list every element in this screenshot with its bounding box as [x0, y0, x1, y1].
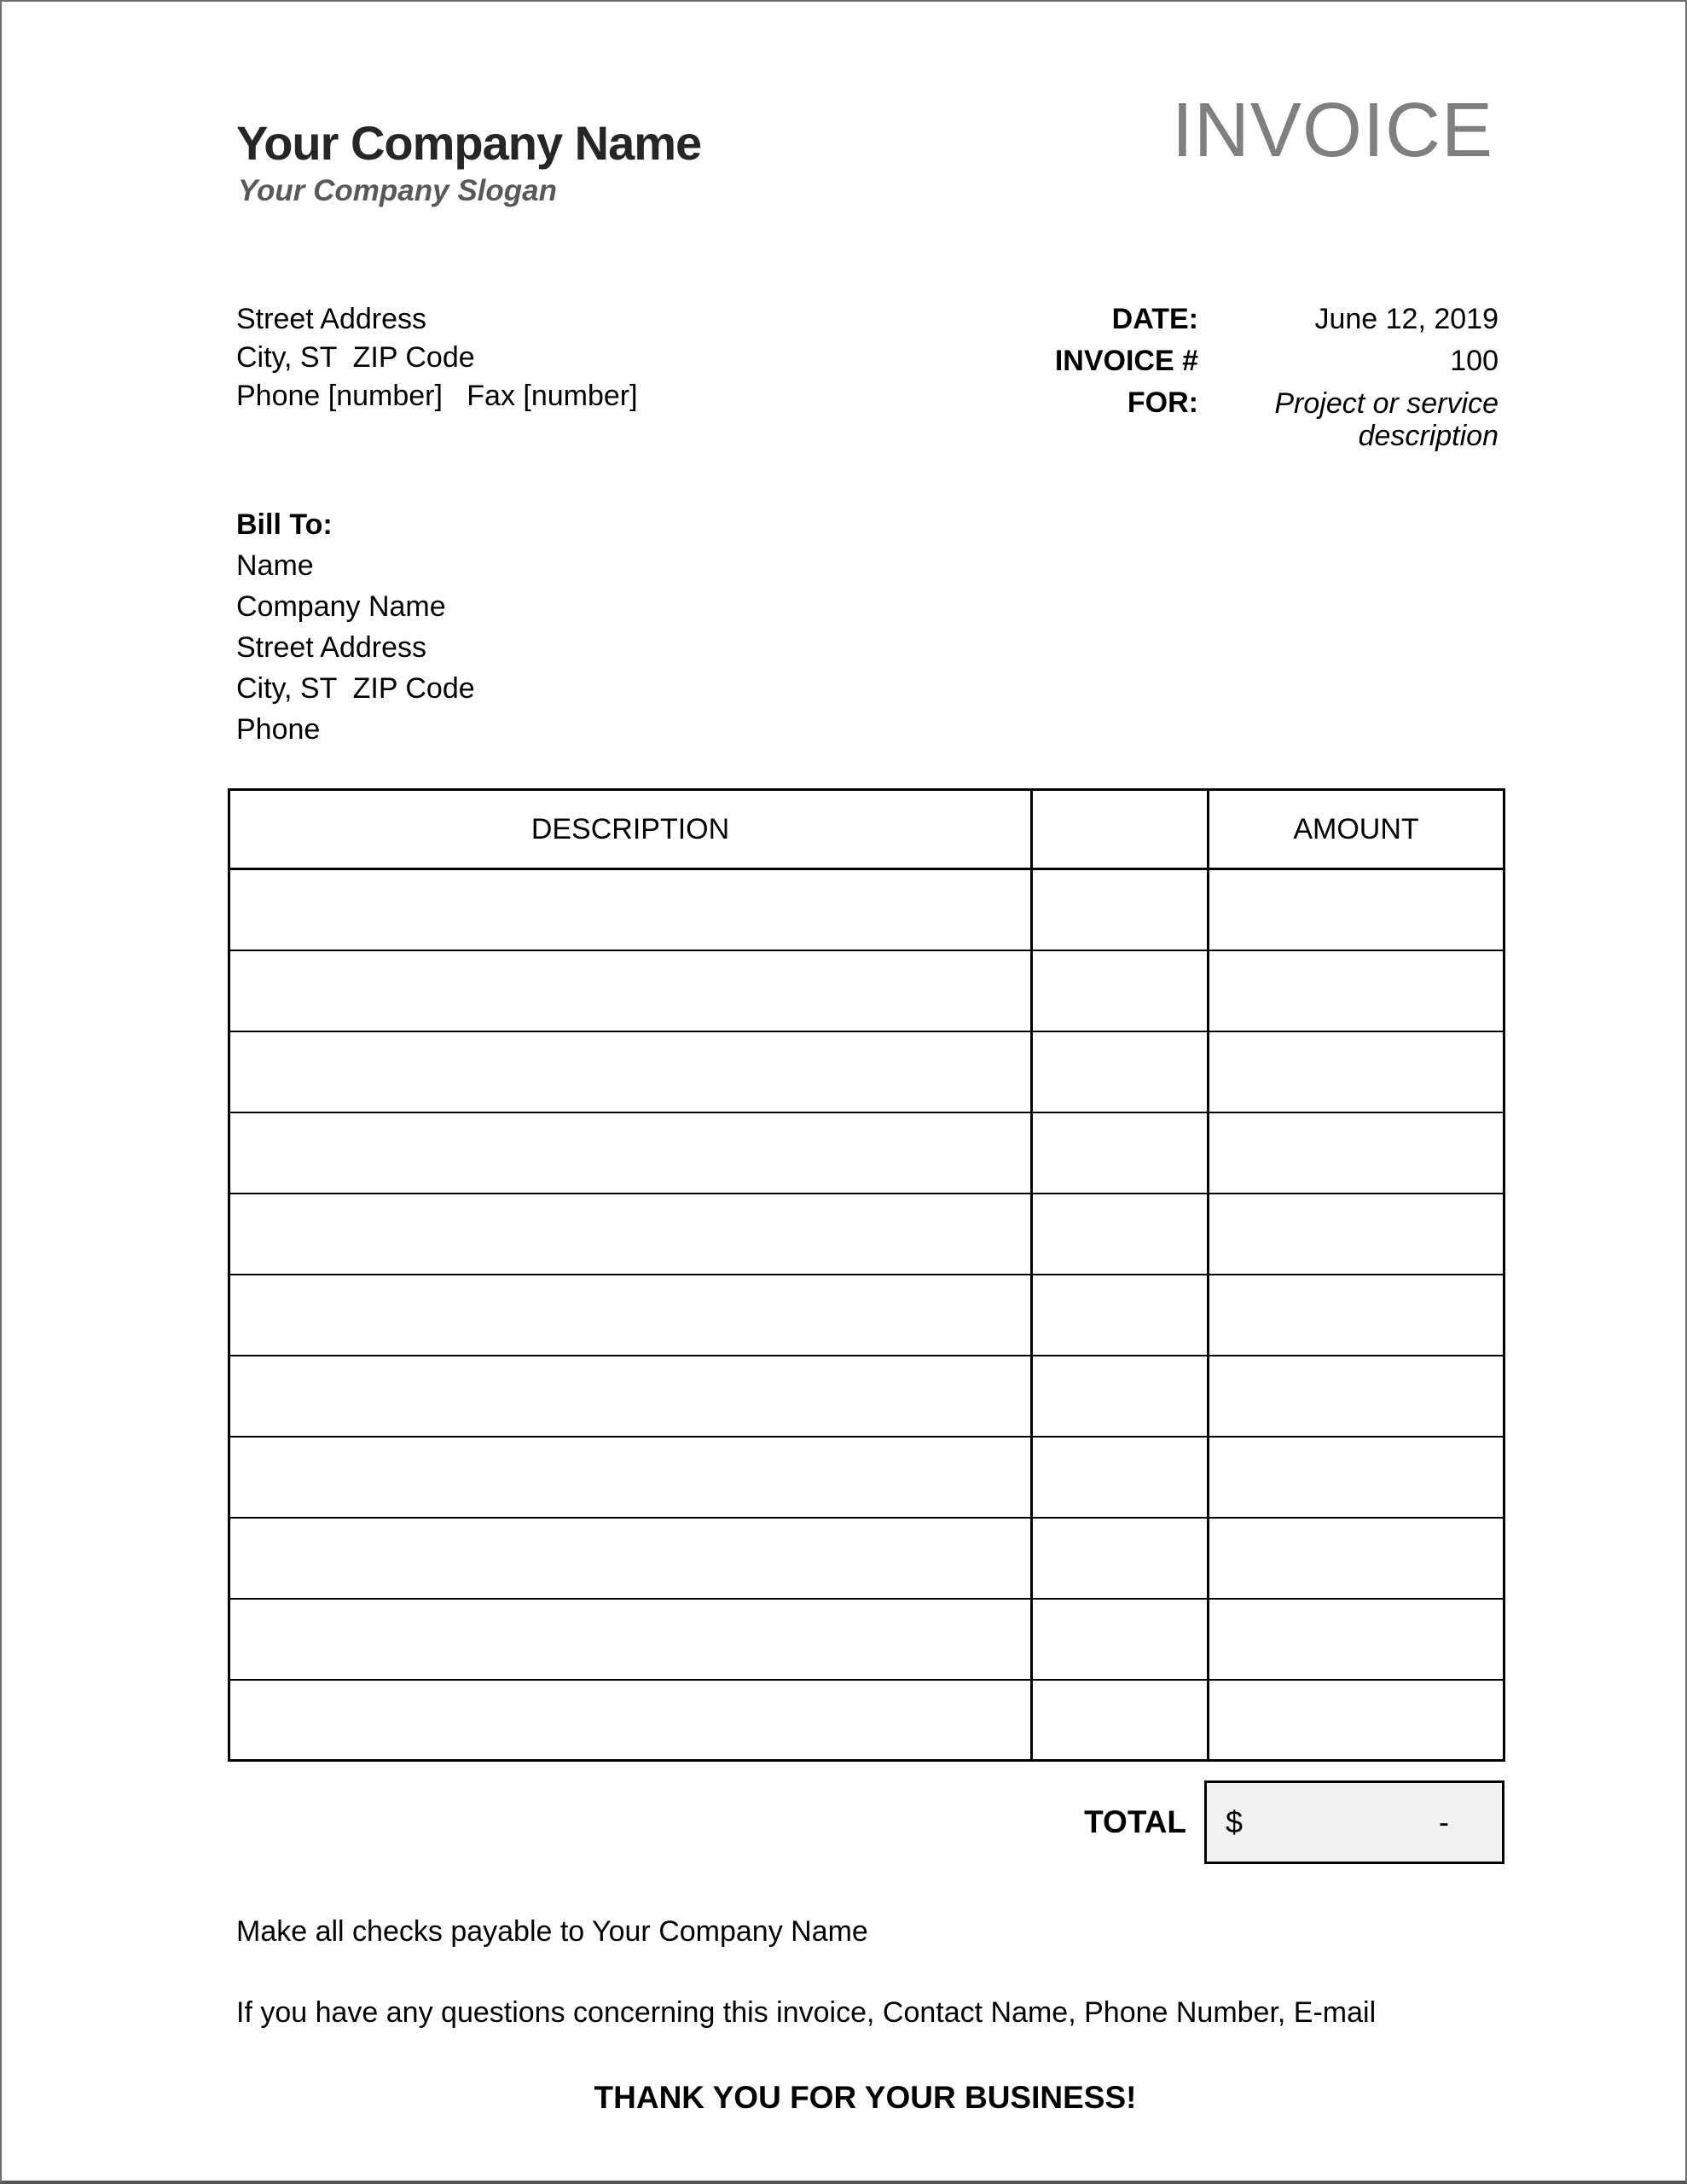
table-row: [229, 869, 1504, 950]
table-row: [229, 950, 1504, 1031]
amount-cell[interactable]: [1209, 1112, 1504, 1194]
table-row: [229, 1437, 1504, 1518]
description-cell[interactable]: [229, 1194, 1032, 1275]
company-phone-fax[interactable]: Phone [number] Fax [number]: [236, 380, 638, 412]
table-row: [229, 1599, 1504, 1680]
description-cell[interactable]: [229, 1275, 1032, 1356]
blank-column-header: [1032, 790, 1209, 869]
amount-cell[interactable]: [1209, 1518, 1504, 1599]
info-section: [236, 300, 1499, 456]
currency-symbol: $: [1226, 1804, 1244, 1839]
company-address-block: [236, 300, 638, 456]
amount-column-header: AMOUNT: [1209, 790, 1504, 869]
date-label: DATE:: [1111, 303, 1198, 335]
company-city-state-zip[interactable]: City, ST ZIP Code: [236, 341, 475, 374]
table-row: [229, 1680, 1504, 1761]
items-table: [228, 788, 1505, 1762]
table-row: [229, 1356, 1504, 1437]
blank-cell[interactable]: [1032, 869, 1209, 950]
questions-note: If you have any questions concerning this invoice, Contact Name, Phone Number, E-mail: [236, 1996, 1377, 2029]
total-value: -: [1439, 1804, 1449, 1839]
description-cell[interactable]: [229, 1518, 1032, 1599]
bill-to-phone[interactable]: Phone: [236, 713, 321, 746]
items-table-body: [229, 869, 1504, 1761]
blank-cell[interactable]: [1032, 1599, 1209, 1680]
blank-cell[interactable]: [1032, 1437, 1209, 1518]
bill-to-name[interactable]: Name: [236, 549, 314, 582]
description-cell[interactable]: [229, 1356, 1032, 1437]
items-table-header-row: [229, 790, 1504, 869]
total-label: TOTAL: [1084, 1804, 1186, 1839]
blank-cell[interactable]: [1032, 1680, 1209, 1761]
blank-cell[interactable]: [1032, 1356, 1209, 1437]
meta-row-invoice-number: [919, 342, 1499, 380]
description-cell[interactable]: [229, 950, 1032, 1031]
amount-cell[interactable]: [1209, 1031, 1504, 1112]
description-cell[interactable]: [229, 1599, 1032, 1680]
meta-row-for: [919, 384, 1499, 452]
blank-cell[interactable]: [1032, 1518, 1209, 1599]
bill-to-heading: Bill To:: [236, 508, 333, 541]
table-row: [229, 1194, 1504, 1275]
bill-to-street[interactable]: Street Address: [236, 631, 427, 664]
invoice-number-label: INVOICE #: [1054, 345, 1198, 377]
description-cell[interactable]: [229, 1112, 1032, 1194]
amount-cell[interactable]: [1209, 869, 1504, 950]
table-row: [229, 1031, 1504, 1112]
blank-cell[interactable]: [1032, 950, 1209, 1031]
description-cell[interactable]: [229, 1680, 1032, 1761]
meta-row-date: [919, 300, 1499, 339]
table-row: [229, 1112, 1504, 1194]
blank-cell[interactable]: [1032, 1031, 1209, 1112]
amount-cell[interactable]: [1209, 1275, 1504, 1356]
for-label: FOR:: [1127, 386, 1198, 419]
company-name[interactable]: Your Company Name: [236, 116, 702, 170]
amount-cell[interactable]: [1209, 1437, 1504, 1518]
invoice-title: INVOICE: [1171, 88, 1493, 173]
amount-cell[interactable]: [1209, 1194, 1504, 1275]
bill-to-company[interactable]: Company Name: [236, 590, 446, 623]
blank-cell[interactable]: [1032, 1275, 1209, 1356]
description-cell[interactable]: [229, 1437, 1032, 1518]
table-row: [229, 1275, 1504, 1356]
total-amount-cell[interactable]: [1204, 1780, 1504, 1864]
amount-cell[interactable]: [1209, 1599, 1504, 1680]
amount-cell[interactable]: [1209, 1356, 1504, 1437]
checks-payable-note: Make all checks payable to Your Company Name: [236, 1915, 868, 1948]
description-column-header: DESCRIPTION: [229, 790, 1032, 869]
invoice-number-value[interactable]: 100: [1450, 345, 1499, 377]
blank-cell[interactable]: [1032, 1194, 1209, 1275]
description-cell[interactable]: [229, 1031, 1032, 1112]
date-value[interactable]: June 12, 2019: [1314, 303, 1499, 335]
blank-cell[interactable]: [1032, 1112, 1209, 1194]
amount-cell[interactable]: [1209, 1680, 1504, 1761]
bill-to-block: [236, 504, 475, 750]
company-street-address[interactable]: Street Address: [236, 303, 427, 335]
invoice-meta-block: [919, 300, 1499, 456]
thank-you-note: THANK YOU FOR YOUR BUSINESS!: [594, 2080, 1137, 2115]
amount-cell[interactable]: [1209, 950, 1504, 1031]
bill-to-city-state-zip[interactable]: City, ST ZIP Code: [236, 672, 475, 705]
description-cell[interactable]: [229, 869, 1032, 950]
company-slogan[interactable]: Your Company Slogan: [238, 174, 558, 207]
for-value[interactable]: Project or service description: [1274, 387, 1499, 452]
table-row: [229, 1518, 1504, 1599]
